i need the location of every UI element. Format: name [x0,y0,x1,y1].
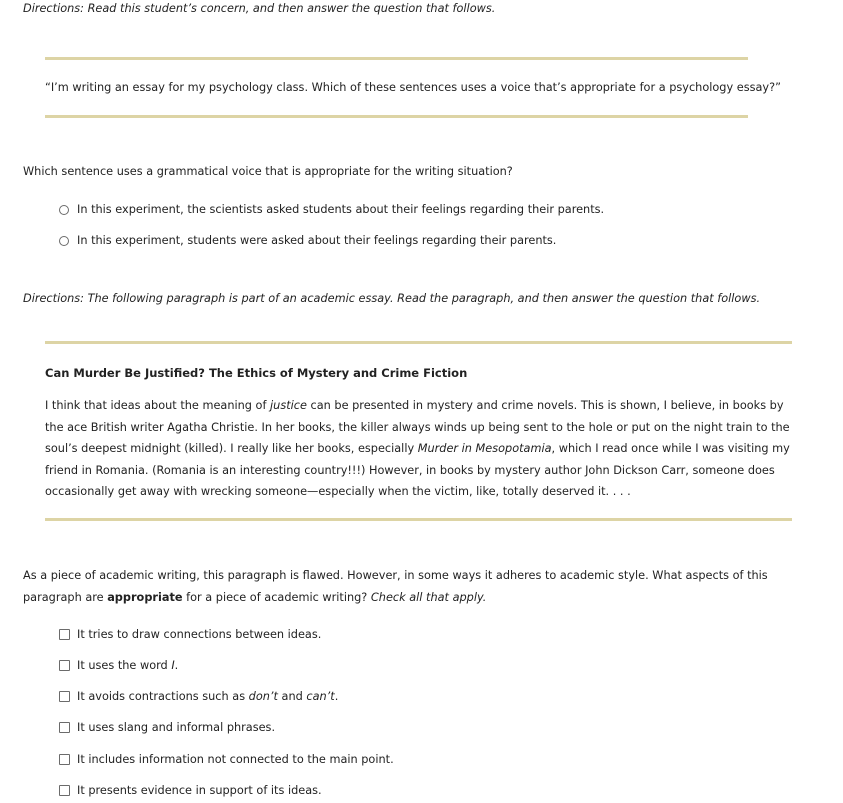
checkbox[interactable] [59,660,70,671]
checkbox-option-label: It uses slang and informal phrases. [77,721,276,734]
checkbox[interactable] [59,722,70,733]
checkbox[interactable] [59,629,70,640]
checkbox-option-5[interactable] [59,753,394,766]
checkbox-option-3[interactable] [59,690,338,703]
radio-option-label: In this experiment, students were asked about their feelings regarding their parents. [77,234,557,247]
divider-bottom-2 [45,518,792,521]
checkbox[interactable] [59,754,70,765]
checkbox[interactable] [59,785,70,796]
radio-option-1[interactable] [59,203,604,216]
checkbox-option-4[interactable] [59,721,275,734]
checkbox-option-label: It tries to draw connections between ideas. [77,628,322,641]
radio-option-label: In this experiment, the scientists asked students about their feelings regarding their parents. [77,203,605,216]
divider-top-1 [45,57,748,60]
checkbox-option-2[interactable] [59,659,178,672]
checkbox-option-label: It avoids contractions such as don’t and can’t. [77,690,339,703]
divider-bottom-1 [45,115,748,118]
student-quote: “I’m writing an essay for my psychology class. Which of these sentences uses a voice that’s appropriate for a psychology essay?” [45,81,781,94]
checkbox-option-label: It uses the word I. [77,659,179,672]
question-1: Which sentence uses a grammatical voice that is appropriate for the writing situation? [23,165,513,178]
essay-title: Can Murder Be Justified? The Ethics of Mystery and Crime Fiction [45,366,468,380]
radio-button[interactable] [59,205,69,215]
radio-button[interactable] [59,236,69,246]
directions-2: Directions: The following paragraph is part of an academic essay. Read the paragraph, and then answer the question that follows. [23,292,761,305]
checkbox-option-6[interactable] [59,784,322,797]
checkbox-option-label: It includes information not connected to the main point. [77,753,394,766]
divider-top-2 [45,341,792,344]
checkbox-option-label: It presents evidence in support of its ideas. [77,784,322,797]
essay-paragraph: I think that ideas about the meaning of justice can be presented in mystery and crime novels. This is shown, I believe, in books by the ace British writer Agatha Christie. In her books, the killer always winds up being sent to the hole or put on the night train to the soul’s deepest midnight (killed). I really like her books, especially Murder in Mesopotamia, which I read once while I was visiting my friend in Romania. (Romania is an interesting country!!!) However, in books by mystery author John Dickson Carr, someone does occasionally get away with wrecking someone—especially when the victim, like, totally deserved it. . . . [45,399,790,498]
directions-1: Directions: Read this student’s concern, and then answer the question that follows. [23,2,496,15]
radio-option-2[interactable] [59,234,556,247]
checkbox-option-1[interactable] [59,628,321,641]
question-2: As a piece of academic writing, this paragraph is flawed. However, in some ways it adheres to academic style. What aspects of this paragraph are appropriate for a piece of academic writing? Check all that apply. [23,569,768,604]
checkbox[interactable] [59,691,70,702]
